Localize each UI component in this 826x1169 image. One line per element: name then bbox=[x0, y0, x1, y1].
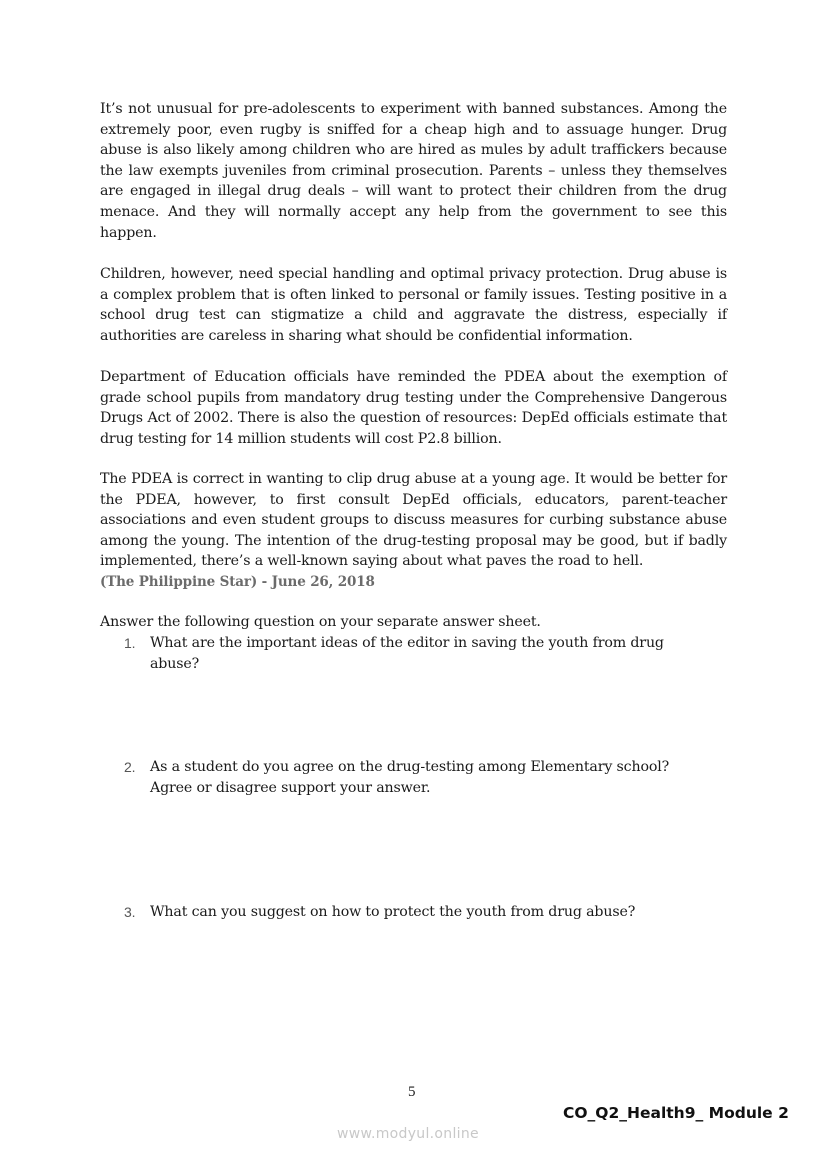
question-item bbox=[124, 757, 714, 798]
paragraph-4: The PDEA is correct in wanting to clip drug abuse at a young age. It would be better for the PDEA, however, to first consult DepEd officials, educators, parent-teacher associations and even student groups to discuss measures for curbing substance abuse among the young. The intention of the drug-testing proposal may be good, but if badly implemented, there’s a well-known saying about what paves the road to hell. bbox=[100, 471, 727, 570]
instruction-text: Answer the following question on your separate answer sheet. bbox=[100, 614, 541, 630]
paragraph-4-block bbox=[100, 469, 727, 593]
question-number: 1. bbox=[124, 635, 136, 651]
paragraph-1: It’s not unusual for pre-adolescents to experiment with banned substances. Among the extremely poor, even rugby is sniffed for a cheap high and to assuage hunger. Drug abuse is also likely among children who are hired as mules by adult traffickers because the law exempts juveniles from criminal prosecution. Parents – unless they themselves are engaged in illegal drug deals – will want to protect their children from the drug menace. And they will normally accept any help from the government to see this happen. bbox=[100, 101, 727, 241]
question-item bbox=[124, 633, 714, 674]
question-text: As a student do you agree on the drug-testing among Elementary school? Agree or disagree support your answer. bbox=[150, 759, 670, 796]
watermark: www.modyul.online bbox=[337, 1126, 479, 1142]
question-number: 3. bbox=[124, 904, 136, 920]
module-code: CO_Q2_Health9_ Module 2 bbox=[563, 1104, 789, 1122]
question-text: What can you suggest on how to protect the youth from drug abuse? bbox=[150, 904, 636, 920]
page-number: 5 bbox=[408, 1084, 416, 1100]
question-text: What are the important ideas of the editor in saving the youth from drug abuse? bbox=[150, 635, 664, 672]
question-item bbox=[124, 902, 714, 923]
paragraph-2: Children, however, need special handling and optimal privacy protection. Drug abuse is a complex problem that is often linked to personal or family issues. Testing positive in a school drug test can stigmatize a child and aggravate the distress, especially if authorities are careless in sharing what should be confidential information. bbox=[100, 266, 727, 344]
source-citation: (The Philippine Star) - June 26, 2018 bbox=[100, 573, 375, 590]
paragraph-3: Department of Education officials have reminded the PDEA about the exemption of grade school pupils from mandatory drug testing under the Comprehensive Dangerous Drugs Act of 2002. There is also the question of resources: DepEd officials estimate that drug testing for 14 million students will cost P2.8 billion. bbox=[100, 369, 727, 447]
question-number: 2. bbox=[124, 759, 136, 775]
